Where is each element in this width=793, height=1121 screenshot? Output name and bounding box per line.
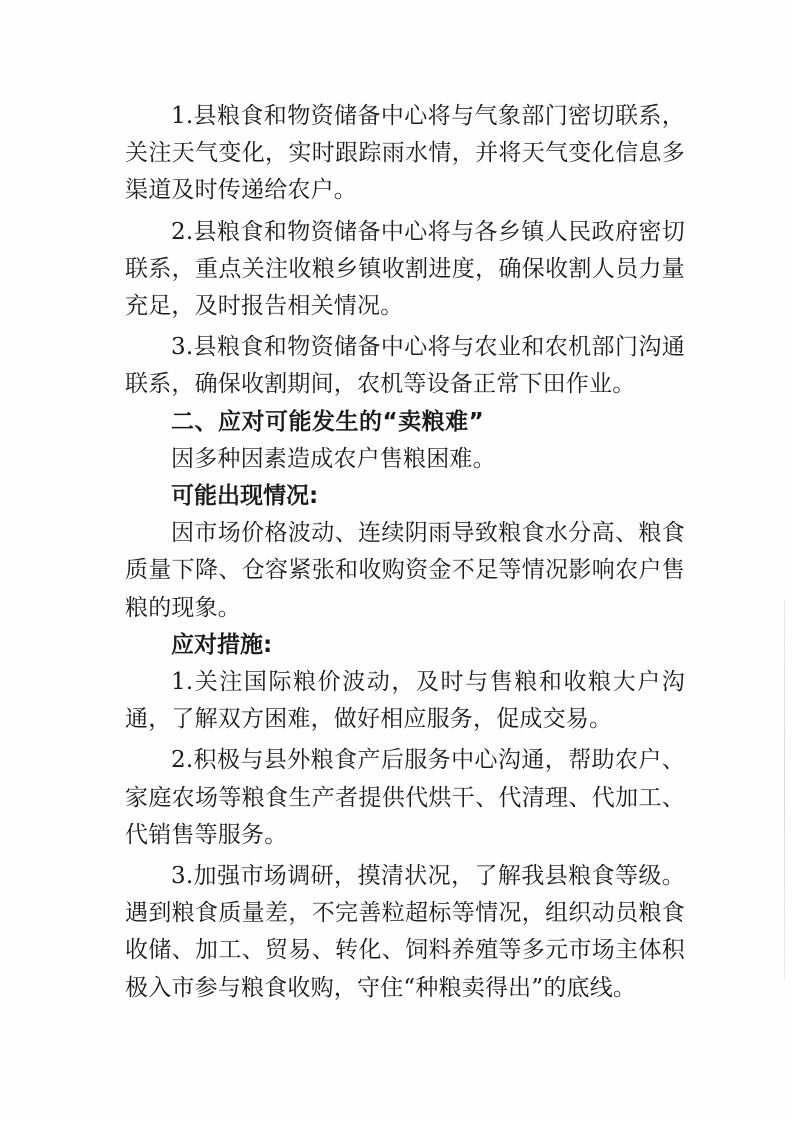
paragraph-response-2: 2.积极与县外粮食产后服务中心沟通，帮助农户、家庭农场等粮食生产者提供代烘干、代清理、代加工、代销售等服务。 bbox=[125, 747, 685, 848]
paragraph-response-3: 3.加强市场调研，摸清状况，了解我县粮食等级。遇到粮食质量差，不完善粒超标等情况，组织动员粮食收储、加工、贸易、转化、饲料养殖等多元市场主体积极入市参与粮食收购，守住“种粮卖得出”的底线。 bbox=[125, 863, 685, 1001]
paragraph-measure-1: 1.县粮食和物资储备中心将与气象部门密切联系，关注天气变化，实时跟踪雨水情，并将天气变化信息多渠道及时传递给农户。 bbox=[125, 103, 685, 204]
scan-edge-mark bbox=[784, 600, 785, 980]
paragraph-cause: 因多种因素造成农户售粮困难。 bbox=[171, 445, 496, 472]
paragraph-measure-2: 2.县粮食和物资储备中心将与各乡镇人民政府密切联系，重点关注收粮乡镇收割进度，确保收割人员力量充足，及时报告相关情况。 bbox=[125, 218, 685, 320]
subheading-response-measures: 应对措施: bbox=[171, 631, 273, 658]
section-heading: 二、应对可能发生的“卖粮难” bbox=[171, 408, 485, 435]
document-body bbox=[125, 98, 685, 1007]
paragraph-situation: 因市场价格波动、连续阴雨导致粮食水分高、粮食质量下降、仓容紧张和收购资金不足等情况影响农户售粮的现象。 bbox=[125, 520, 685, 621]
paragraph-measure-3: 3.县粮食和物资储备中心将与农业和农机部门沟通联系，确保收割期间，农机等设备正常下田作业。 bbox=[125, 334, 685, 398]
paragraph-response-1: 1.关注国际粮价波动，及时与售粮和收粮大户沟通，了解双方困难，做好相应服务，促成交易。 bbox=[125, 669, 685, 733]
subheading-possible-situation: 可能出现情况: bbox=[171, 483, 319, 510]
